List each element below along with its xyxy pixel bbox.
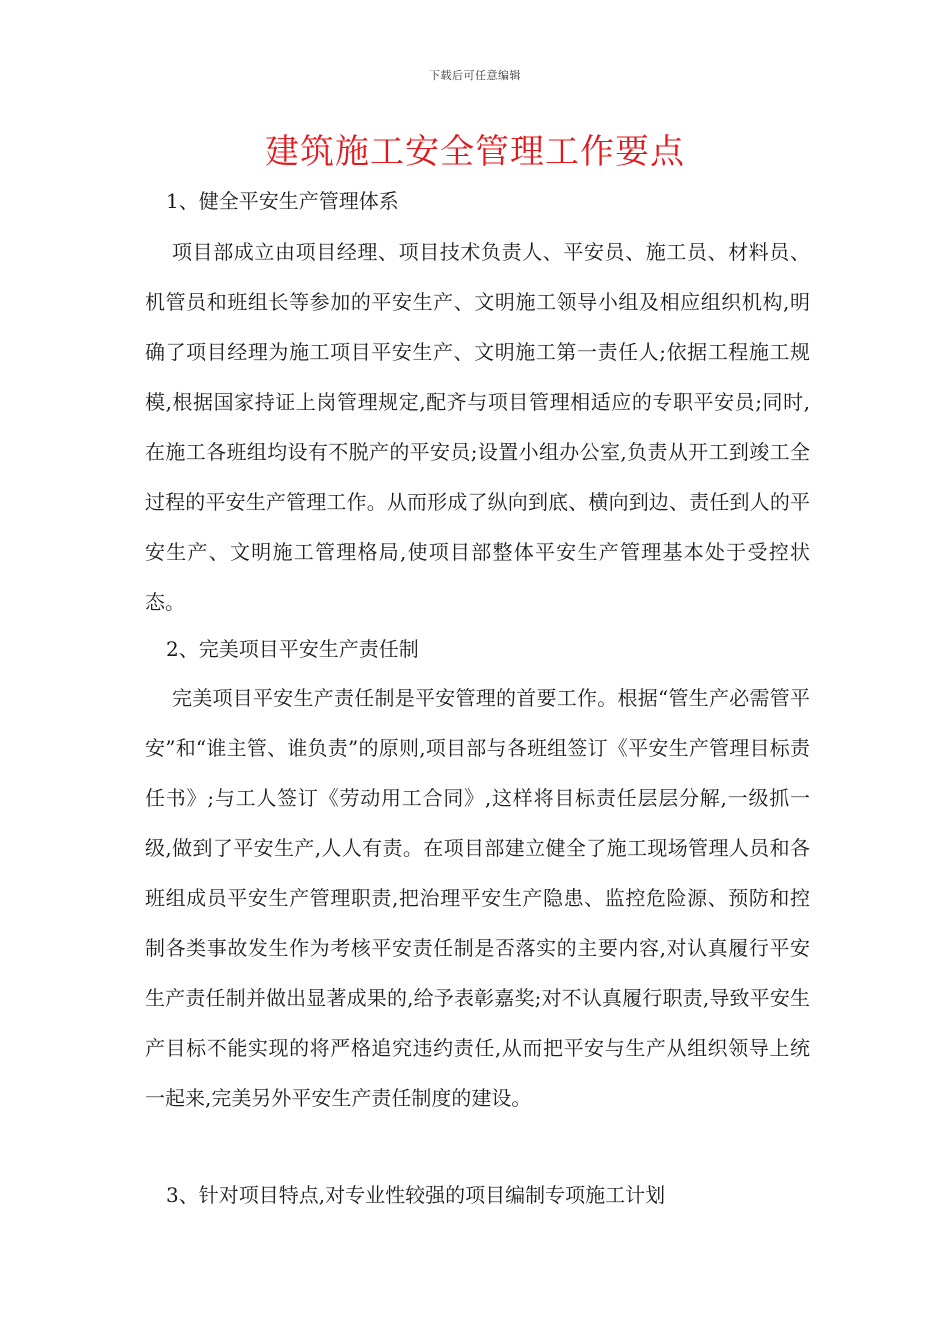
section-heading-1: 1、健全平安生产管理体系 — [166, 189, 399, 213]
section-paragraph-2: 完美项目平安生产责任制是平安管理的首要工作。根据“管生产必需管平安”和“谁主管、谁负责”的原则,项目部与各班组签订《平安生产管理目标责任书》;与工人签订《劳动用工合同》,这样将目标责任层层分解,一级抓一级,做到了平安生产,人人有责。在项目部建立健全了施工现场管理人员和各班组成员平安生产管理职责,把治理平安生产隐患、监控危险源、预防和控制各类事故发生作为考核平安责任制是否落实的主要内容,对认真履行平安生产责任制并做出显著成果的,给予表彰嘉奖;对不认真履行职责,导致平安生产目标不能实现的将严格追究违约责任,从而把平安与生产从组织领导上统一起来,完美另外平安生产责任制度的建设。 — [145, 686, 810, 1110]
header-note: 下载后可任意编辑 — [429, 69, 521, 82]
document-title: 建筑施工安全管理工作要点 — [265, 132, 685, 172]
section-heading-2: 2、完美项目平安生产责任制 — [166, 637, 419, 661]
section-paragraph-1: 项目部成立由项目经理、项目技术负责人、平安员、施工员、材料员、机管员和班组长等参加的平安生产、文明施工领导小组及相应组织机构,明确了项目经理为施工项目平安生产、文明施工第一责任人;依据工程施工规模,根据国家持证上岗管理规定,配齐与项目管理相适应的专职平安员;同时,在施工各班组均设有不脱产的平安员;设置小组办公室,负责从开工到竣工全过程的平安生产管理工作。从而形成了纵向到底、横向到边、责任到人的平安生产、文明施工管理格局,使项目部整体平安生产管理基本处于受控状态。 — [145, 240, 810, 614]
section-heading-3: 3、针对项目特点,对专业性较强的项目编制专项施工计划 — [166, 1183, 666, 1207]
